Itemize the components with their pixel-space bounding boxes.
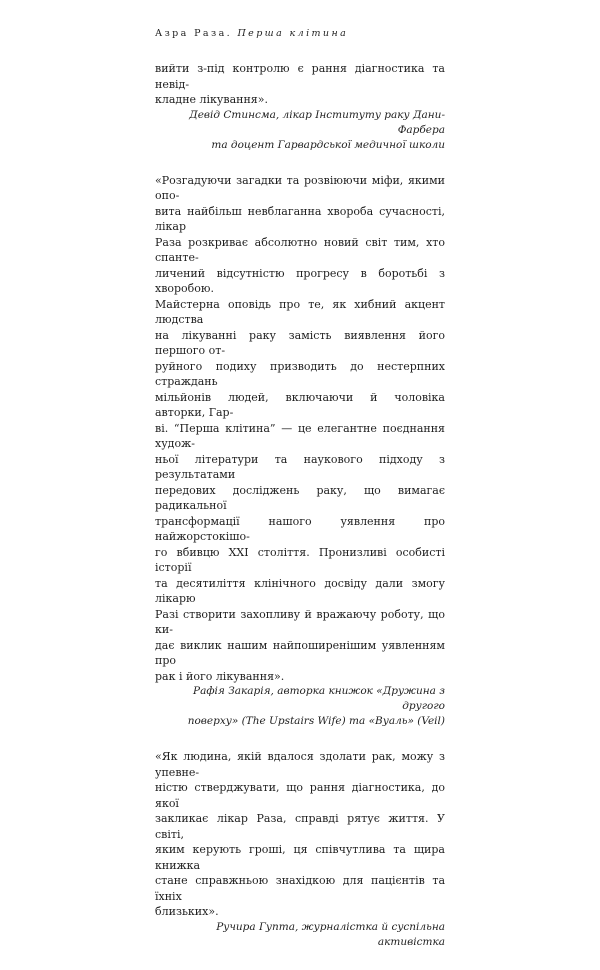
quote-block-3 [155,749,445,950]
text-line: передових досліджень раку, що вимагає радикальної [155,483,445,512]
text-line: личений відсутністю прогресу в боротьбі з хворобою. [155,266,445,295]
text-line: Майстерна оповідь про те, як хибний акцент людства [155,297,445,326]
attribution-line: Девід Стинсма, лікар Інституту раку Дани-Фарбера [189,108,445,136]
quote-attribution [155,684,445,729]
text-line: мільйонів людей, включаючи й чоловіка авторки, Гар- [155,390,445,419]
text-line: яким керують гроші, ця співчутлива та щира книжка [155,843,445,872]
text-line: го вбивцю XXI століття. Пронизливі особисті історії [155,545,445,574]
text-line: ністю стверджувати, що рання діагностика, до якої [155,781,445,810]
text-line: ві. “Перша клітина” — це елегантне поєднання худож- [155,421,445,450]
book-page [155,28,445,970]
quote-text [155,61,445,108]
text-line: закликає лікар Раза, справді рятує життя. У світі, [155,812,445,841]
text-line: на лікуванні раку замість виявлення його першого от- [155,328,445,357]
attribution-line: та доцент Гарвардської медичної школи [211,138,445,151]
text-line: вийти з-під контролю є рання діагностика та невід- [155,62,445,91]
text-line: трансформації нашого уявлення про найжорстокішо- [155,514,445,543]
quote-text [155,749,445,920]
text-line: Раза розкриває абсолютно новий світ тим, хто спанте- [155,235,445,264]
text-line: ньої літератури та наукового підходу з результатами [155,452,445,481]
text-line: близьких». [155,905,219,918]
quote-attribution [155,920,445,950]
text-line: кладне лікування». [155,93,268,106]
text-line: «Як людина, якій вдалося здолати рак, можу з упевне- [155,750,445,779]
running-head-title: Перша клітина [237,28,349,39]
attribution-line: поверху» (The Upstairs Wife) та «Вуаль» (Veil) [187,715,445,727]
quote-attribution [155,108,445,153]
text-line: дає виклик нашим найпоширенішим уявленням про [155,638,445,667]
quote-block-2 [155,173,445,730]
running-head-author: Азра Раза. [155,28,233,39]
text-line: руйного подиху призводить до нестерпних страждань [155,359,445,388]
text-line: рак і його лікування». [155,669,285,683]
quote-block-1 [155,61,445,153]
text-line: Разі створити захопливу й вражаючу роботу, що ки- [155,607,445,636]
text-line: стане справжньою знахідкою для пацієнтів та їхніх [155,874,445,903]
text-line: «Розгадуючи загадки та розвіюючи міфи, якими опо- [155,173,445,202]
attribution-line: Ручира Гупта, журналістка й суспільна активістка [216,920,445,948]
text-line: вита найбільш невблаганна хвороба сучасності, лікар [155,204,445,233]
running-head [155,28,445,39]
attribution-line: Рафія Закарія, авторка книжок «Дружина з другого [193,685,445,712]
text-line: та десятиліття клінічного досвіду дали змогу лікарю [155,576,445,605]
quote-text [155,173,445,685]
